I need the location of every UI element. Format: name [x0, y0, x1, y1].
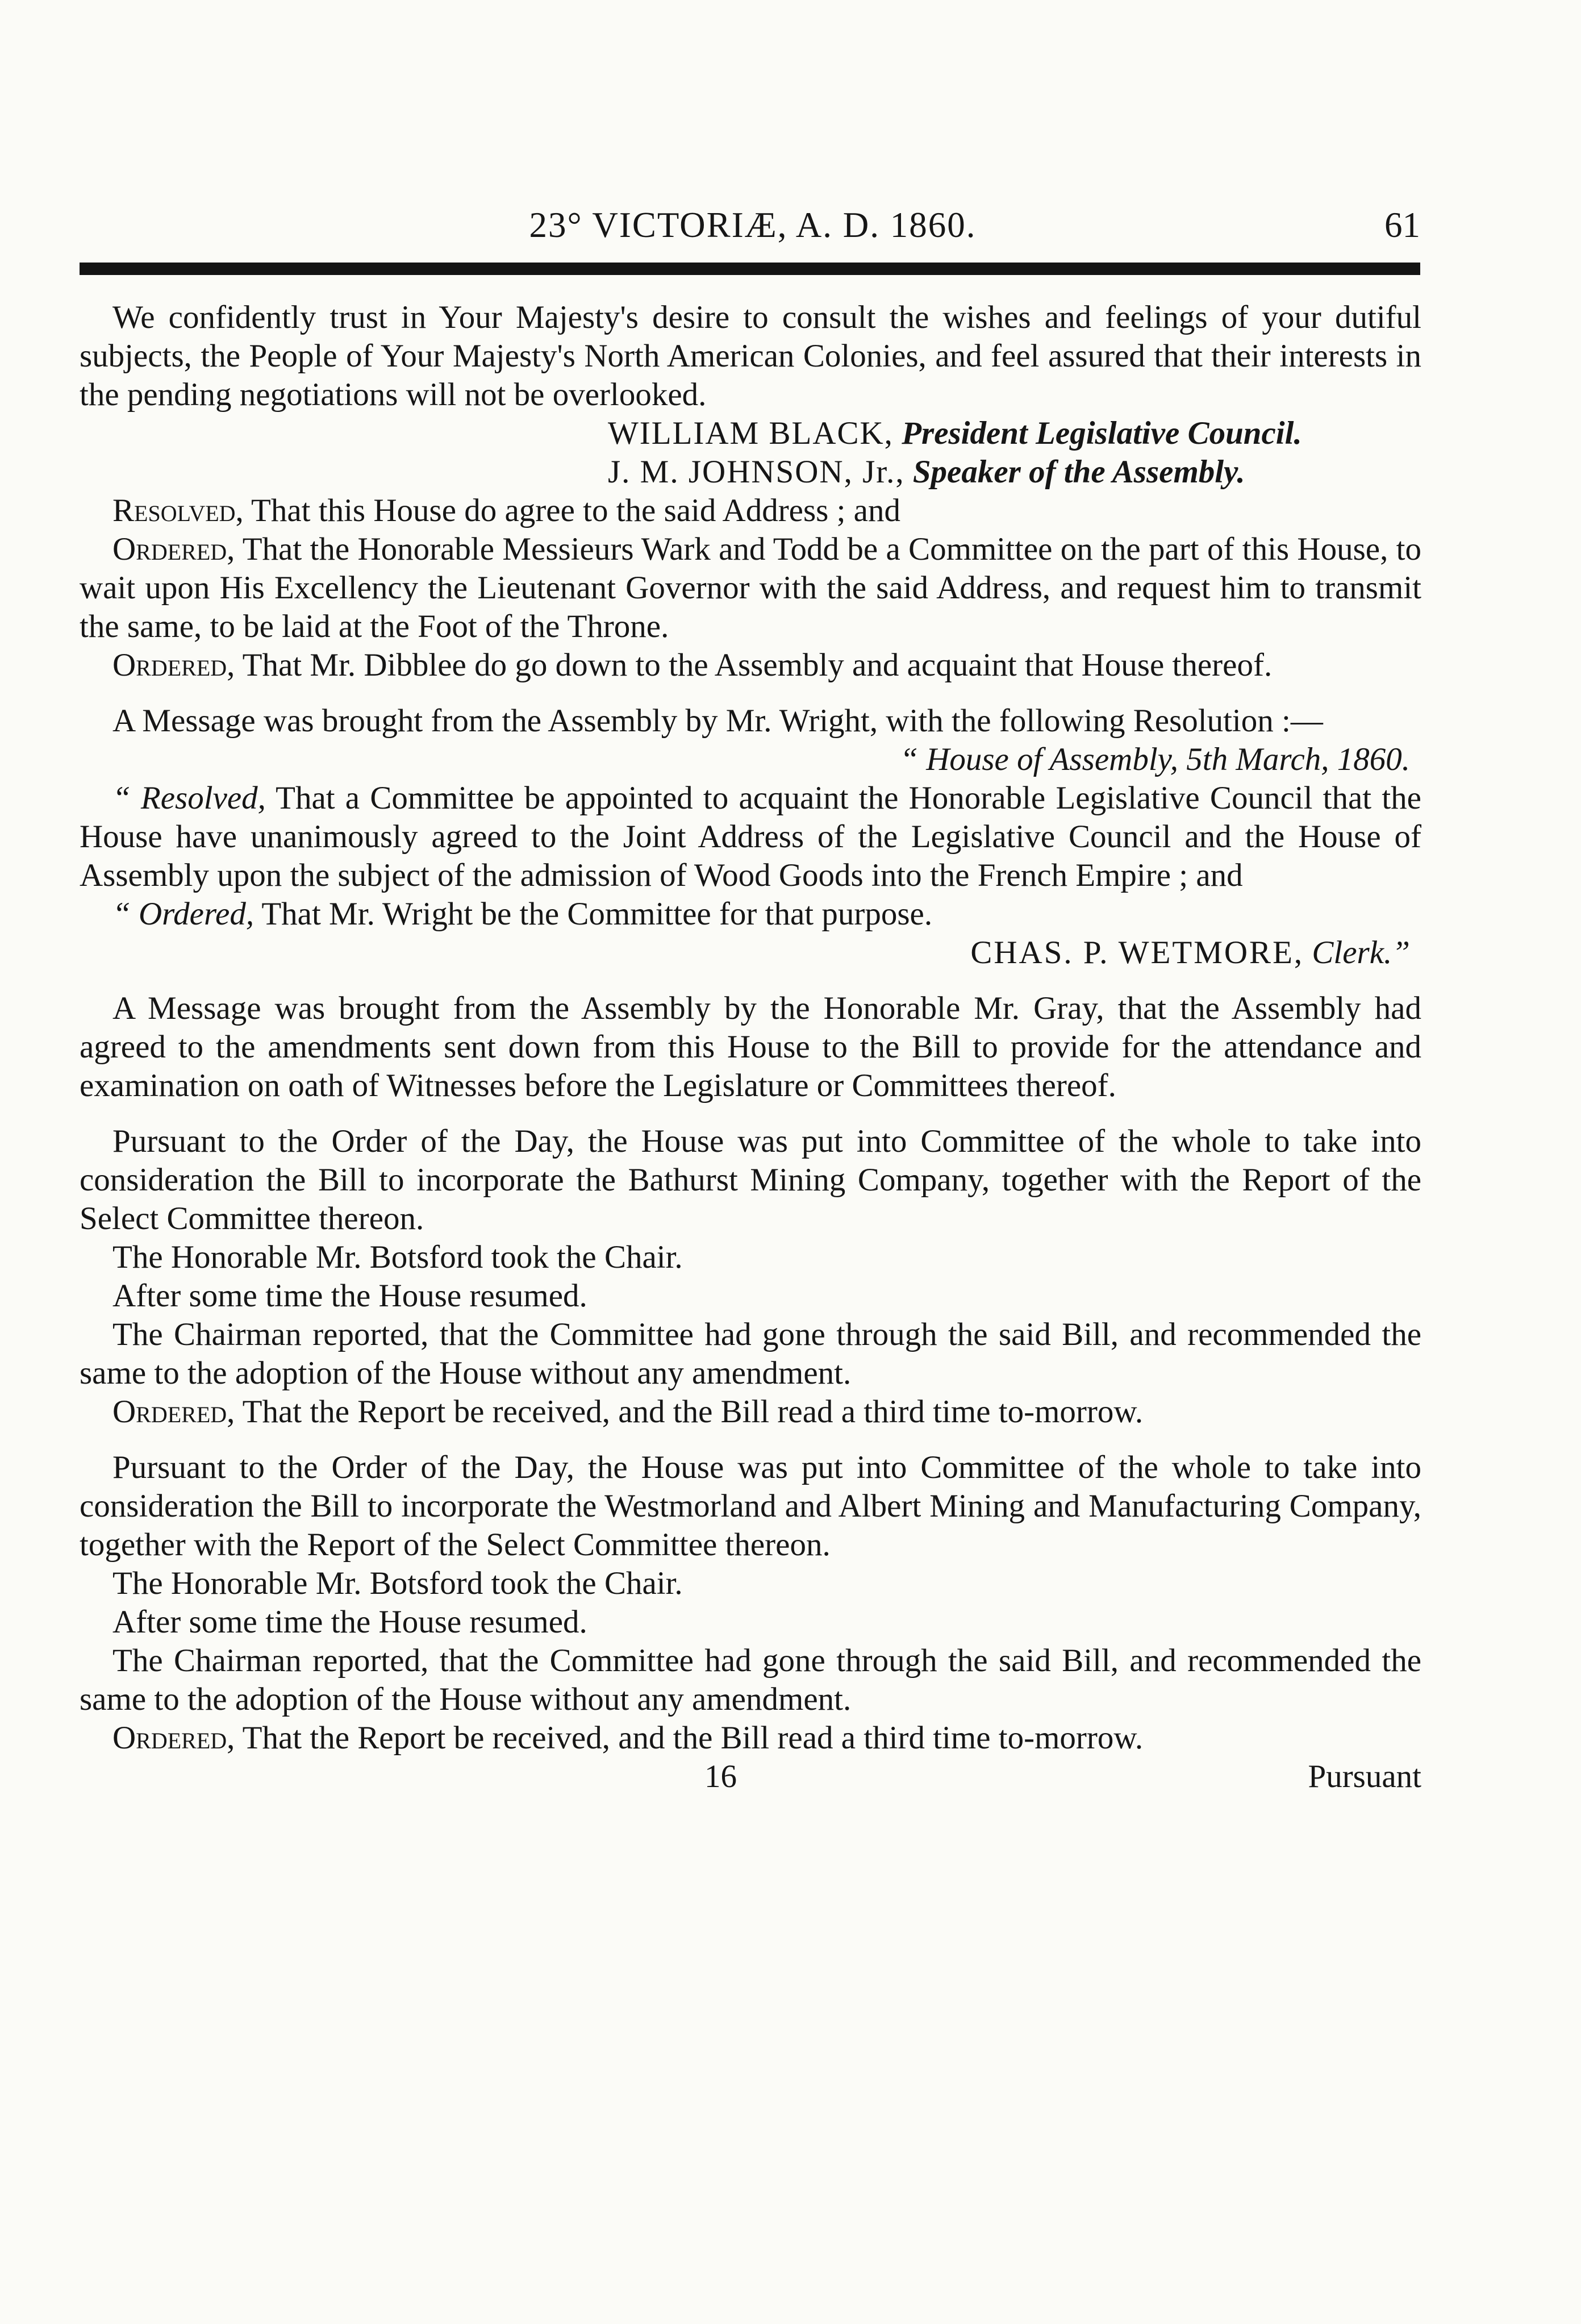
signature-office: President Legislative Council. [902, 415, 1302, 451]
clerk-name: CHAS. P. WETMORE, [970, 935, 1304, 971]
resolved-text: That a Committee be appointed to acquaint the Honorable Legislative Council that the House have unanimously agreed to the Joint Address of the Legislative Council and the House of Assembly upon the subject of the admission of Wood Goods into the French Empire ; and [80, 780, 1421, 893]
westmorland-intro: Pursuant to the Order of the Day, the House was put into Committee of the whole to take into consideration the Bill to incorporate the Westmorland and Albert Mining and Manufacturing Company, together with the Report of the Select Committee thereon. [80, 1450, 1421, 1563]
bathurst-report: The Chairman reported, that the Committee had gone through the said Bill, and recommended the same to the adoption of the House without any amendment. [80, 1317, 1421, 1391]
catchword: Pursuant [1308, 1759, 1421, 1794]
header-rule [80, 263, 1420, 275]
ordered-label: Ordered, [112, 1394, 235, 1430]
assembly-dateline [80, 740, 1421, 779]
page-number: 61 [1384, 205, 1420, 245]
ordered-dibblee-paragraph [80, 646, 1421, 685]
ordered-text: That the Report be received, and the Bill read a third time to-morrow. [242, 1720, 1144, 1756]
ordered-text: That Mr. Wright be the Committee for that purpose. [261, 896, 933, 932]
bathurst-chair: The Honorable Mr. Botsford took the Chair. [112, 1239, 683, 1275]
signature-mark: 16 [704, 1759, 737, 1794]
ordered-text: That Mr. Dibblee do go down to the Assembly and acquaint that House thereof. [242, 647, 1273, 683]
signature-name: J. M. JOHNSON, Jr., [608, 454, 905, 490]
bathurst-intro: Pursuant to the Order of the Day, the House was put into Committee of the whole to take into consideration the Bill to incorporate the Bathurst Mining Company, together with the Report of the Select Committee thereon. [80, 1123, 1421, 1236]
assembly-resolved-paragraph [80, 779, 1421, 895]
westmorland-resumed: After some time the House resumed. [112, 1604, 587, 1640]
signature-president [80, 414, 1421, 453]
westmorland-report: The Chairman reported, that the Committee had gone through the said Bill, and recommended the same to the adoption of the House without any amendment. [80, 1643, 1421, 1717]
page-body [80, 298, 1421, 1796]
ordered-label: Ordered, [112, 531, 235, 567]
signature-speaker [80, 453, 1421, 492]
bathurst-resumed: After some time the House resumed. [112, 1278, 587, 1314]
dateline-text: “ House of Assembly, 5th March, 1860. [900, 742, 1410, 777]
ordered-text: That the Honorable Messieurs Wark and Todd be a Committee on the part of this House, to wait upon His Excellency the Lieutenant Governor with the said Address, and request him to transmit the same, to be laid at the Foot of the Throne. [80, 531, 1421, 644]
clerk-title: Clerk.” [1312, 935, 1410, 971]
westmorland-chair: The Honorable Mr. Botsford took the Chair. [112, 1565, 683, 1601]
signature-name: WILLIAM BLACK, [608, 415, 894, 451]
ordered-committee-paragraph [80, 530, 1421, 646]
resolved-paragraph [80, 492, 1421, 530]
assembly-ordered-paragraph [80, 895, 1421, 934]
page-footer [80, 1757, 1421, 1796]
ordered-label: Ordered, [112, 647, 235, 683]
resolved-label: Resolved, [112, 493, 244, 528]
ordered-label: Ordered, [112, 1720, 235, 1756]
message-wright-intro: A Message was brought from the Assembly by Mr. Wright, with the following Resolution :— [112, 703, 1323, 739]
address-closing: We confidently trust in Your Majesty's desire to consult the wishes and feelings of your dutiful subjects, the People of Your Majesty's North American Colonies, and feel assured that their interests in the pending negotiations will not be overlooked. [80, 299, 1421, 413]
running-header [85, 205, 1420, 256]
bathurst-ordered [80, 1393, 1421, 1431]
message-gray: A Message was brought from the Assembly by the Honorable Mr. Gray, that the Assembly had agreed to the amendments sent down from this House to the Bill to provide for the attendance and examination on oath of Witnesses before the Legislature or Committees thereof. [80, 990, 1421, 1103]
signature-office: Speaker of the Assembly. [912, 454, 1245, 490]
westmorland-ordered [80, 1719, 1421, 1757]
clerk-signature [80, 934, 1421, 972]
header-title: 23° VICTORIÆ, A. D. 1860. [529, 205, 977, 245]
ordered-text: That the Report be received, and the Bill read a third time to-morrow. [242, 1394, 1144, 1430]
resolved-label: “ Resolved, [112, 780, 266, 816]
ordered-label: “ Ordered, [112, 896, 255, 932]
resolved-text: That this House do agree to the said Address ; and [251, 493, 900, 528]
